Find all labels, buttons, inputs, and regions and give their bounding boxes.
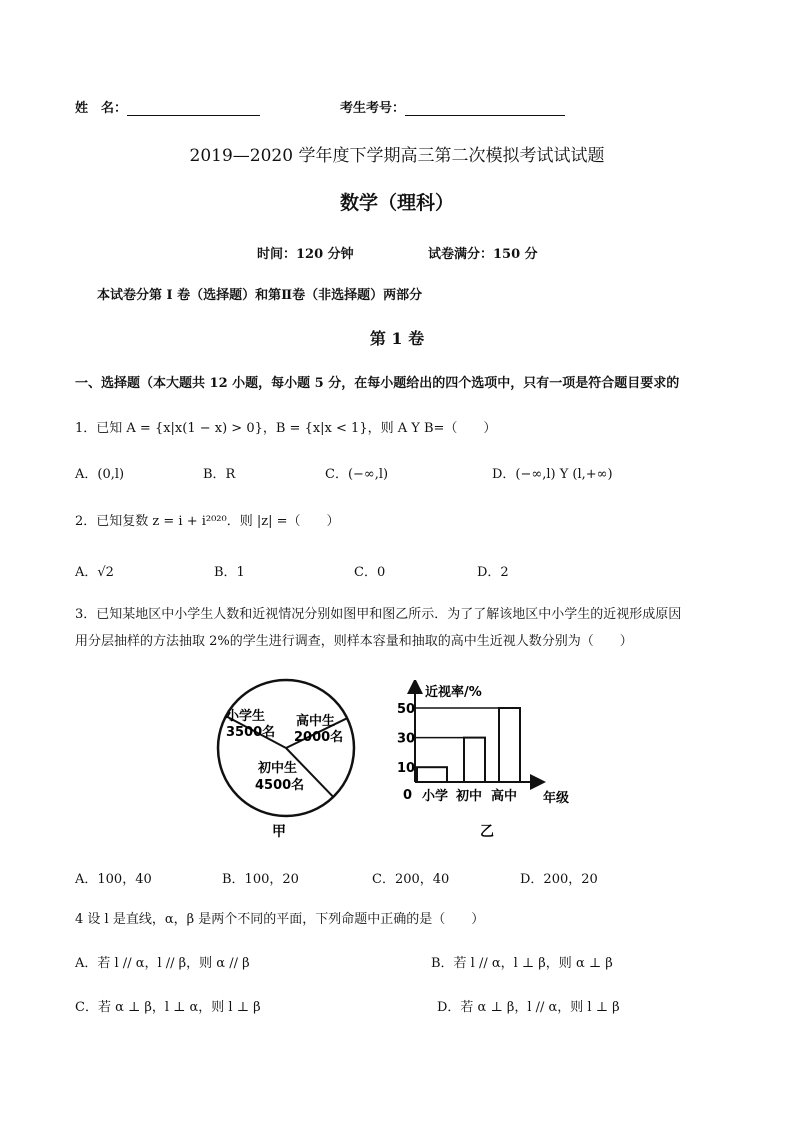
exam-number-label: 考生考号：: [340, 101, 406, 116]
x-categories: [422, 788, 517, 804]
y-ticks: [397, 702, 415, 803]
q3-option-b[interactable]: B．100，20: [222, 872, 299, 887]
bar-1: [417, 767, 447, 782]
name-field: [75, 97, 260, 116]
q3-option-a[interactable]: A．100，40: [75, 872, 152, 887]
pie-label-high-count: 2000名: [294, 730, 344, 745]
x-category-label: 小学: [422, 789, 449, 804]
bar-caption: 乙: [480, 824, 494, 840]
q2-option-a[interactable]: A．√2: [75, 565, 114, 580]
question-3-stem-line1: 3．已知某地区中小学生人数和近视情况分别如图甲和图乙所示．为了了解该地区中小学生的近视形成原因: [75, 607, 682, 622]
q1-option-a[interactable]: A．(0,l): [75, 467, 125, 482]
name-label: 姓 名：: [75, 101, 128, 116]
volume-title: 第 1 卷: [369, 329, 425, 348]
q1-option-b[interactable]: B．R: [203, 467, 236, 482]
q2-option-c[interactable]: C．0: [354, 565, 386, 580]
bar-chart: [393, 680, 593, 840]
y-tick-label: 10: [397, 761, 416, 777]
bars: [415, 708, 520, 782]
question-2-stem: 2．已知复数 z = i + i²⁰²⁰．则 |z| =（ ）: [75, 514, 340, 529]
pie-caption: 甲: [272, 824, 286, 840]
q4-option-a[interactable]: A．若 l // α，l // β，则 α // β: [75, 956, 250, 971]
q3-option-d[interactable]: D．200，20: [520, 872, 598, 887]
q2-option-b[interactable]: B．1: [214, 565, 245, 580]
pie-label-middle-count: 4500名: [255, 778, 305, 793]
x-category-label: 高中: [491, 789, 518, 804]
x-axis-label: 年级: [543, 791, 570, 806]
exam-number-blank[interactable]: [405, 101, 565, 116]
bar-2: [464, 738, 485, 782]
pie-label-primary-count: 3500名: [226, 725, 276, 740]
pie-label-primary-name: 小学生: [226, 709, 266, 724]
q4-option-b[interactable]: B．若 l // α，l ⊥ β，则 α ⊥ β: [431, 956, 613, 971]
question-1-stem: 1．已知 A = {x|x(1 − x) > 0}，B = {x|x < 1}，则 A Y B=（ ）: [75, 421, 497, 436]
y-tick-label: 0: [403, 788, 413, 803]
q1-option-c[interactable]: C．(−∞,l): [325, 467, 389, 482]
exam-number-field: [340, 97, 565, 116]
question-3-stem-line2: 用分层抽样的方法抽取 2%的学生进行调查，则样本容量和抽取的高中生近视人数分别为（ ）: [75, 634, 633, 649]
pie-chart: [208, 672, 368, 842]
bar-3: [499, 708, 520, 782]
pie-label-high-name: 高中生: [296, 714, 336, 729]
name-blank[interactable]: [127, 101, 260, 116]
exam-title: 2019—2020 学年度下学期高三第二次模拟考试试试题: [189, 146, 605, 166]
y-axis-label: 近视率/%: [425, 685, 482, 700]
q3-option-c[interactable]: C．200，40: [372, 872, 450, 887]
x-category-label: 初中: [456, 789, 483, 804]
q2-option-d[interactable]: D．2: [477, 565, 509, 580]
time-text: 时间：120 分钟: [257, 247, 354, 262]
y-tick-label: 30: [397, 731, 416, 747]
q4-option-d[interactable]: D．若 α ⊥ β，l // α，则 l ⊥ β: [437, 1000, 620, 1015]
intro-text: 本试卷分第 I 卷（选择题）和第Ⅱ卷（非选择题）两部分: [97, 288, 423, 303]
subject-title: 数学（理科）: [339, 192, 454, 214]
score-text: 试卷满分：150 分: [428, 247, 538, 262]
section-title: 一、选择题（本大题共 12 小题，每小题 5 分，在每小题给出的四个选项中，只有一项是符合题目要求的: [75, 376, 680, 391]
pie-slices: [218, 680, 354, 816]
q4-option-c[interactable]: C．若 α ⊥ β，l ⊥ α，则 l ⊥ β: [75, 1000, 261, 1015]
q1-option-d[interactable]: D．(−∞,l) Y (l,+∞): [492, 467, 613, 482]
question-4-stem: 4 设 l 是直线，α，β 是两个不同的平面，下列命题中正确的是（ ）: [75, 912, 485, 927]
y-tick-label: 50: [397, 702, 416, 717]
pie-label-middle-name: 初中生: [258, 761, 298, 776]
